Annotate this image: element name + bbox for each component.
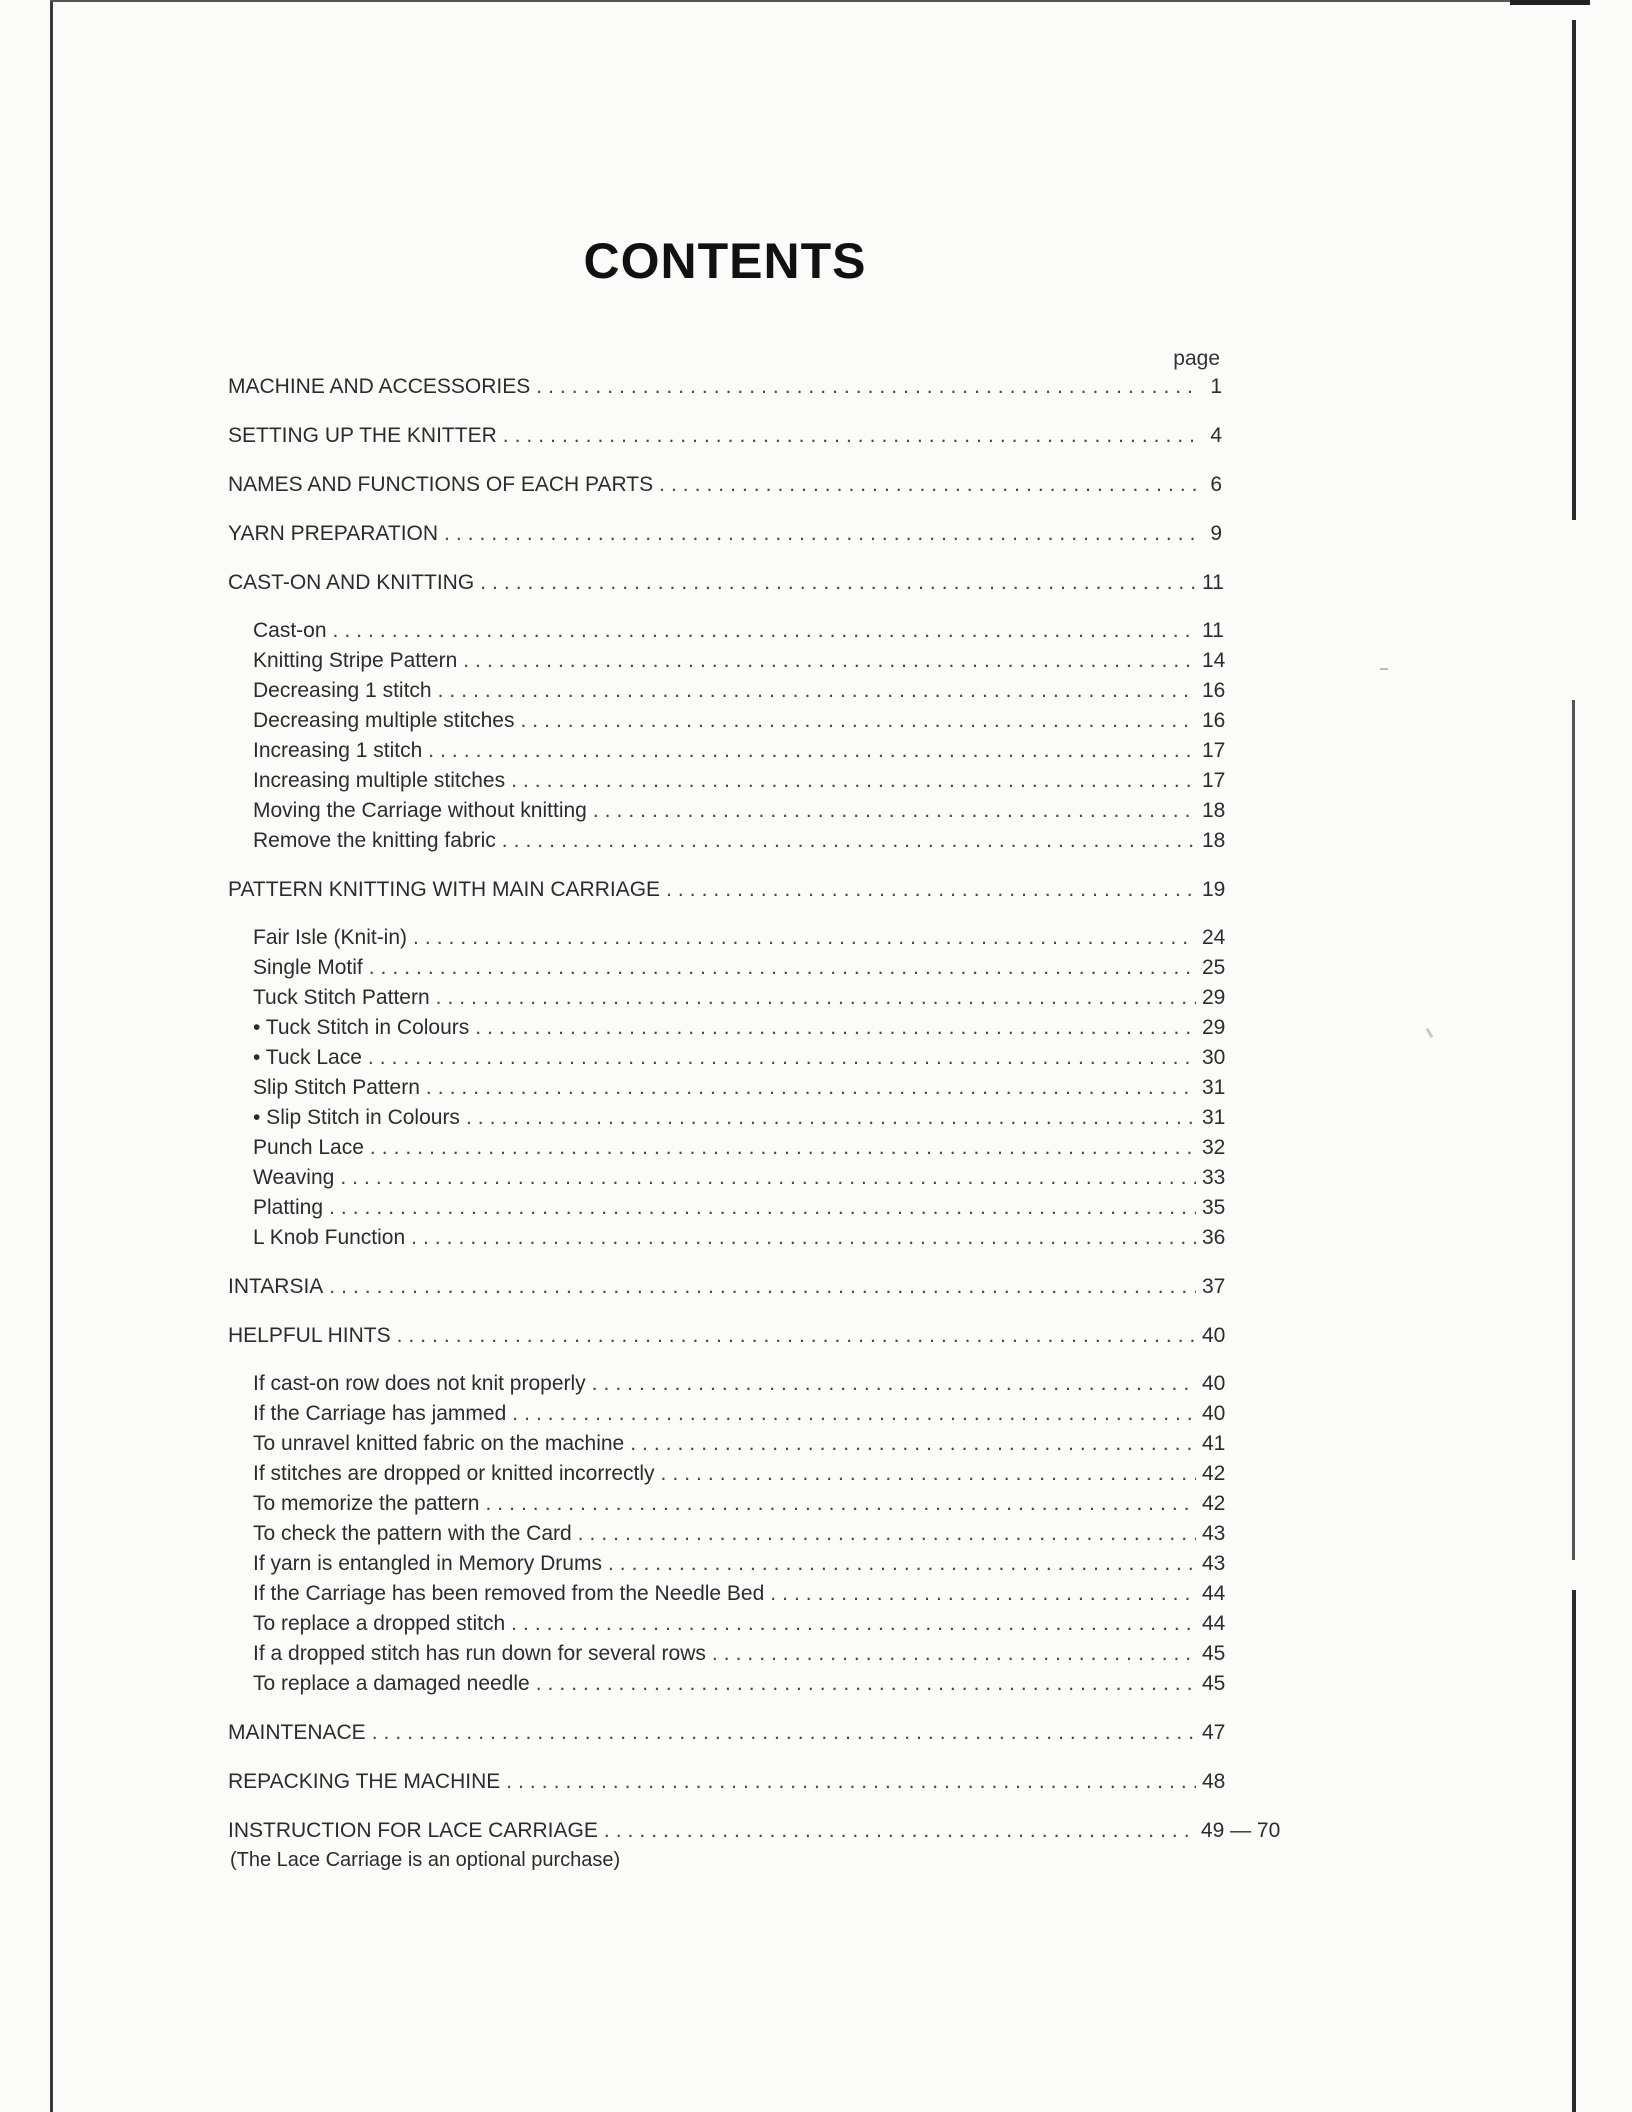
- dot-leader: [770, 1579, 1196, 1609]
- toc-entry-page: 45: [1202, 1672, 1226, 1695]
- toc-subsection-entry: [228, 736, 1226, 766]
- toc-entry-label: NAMES AND FUNCTIONS OF EACH PARTS: [228, 473, 654, 496]
- toc-entry-page: 11: [1202, 619, 1224, 642]
- toc-entry-page: 33: [1202, 1166, 1226, 1189]
- toc-subsection-entry: [228, 1669, 1226, 1699]
- toc-subsection-entry: [228, 676, 1226, 706]
- lace-carriage-note: (The Lace Carriage is an optional purchase): [230, 1849, 621, 1871]
- dot-leader: [536, 372, 1196, 402]
- table-of-contents: [228, 372, 1281, 1874]
- toc-entry-page: 9: [1210, 522, 1222, 545]
- toc-subsection-entry: [228, 1013, 1226, 1043]
- scan-left-edge: [50, 0, 53, 2112]
- dot-leader: [512, 1399, 1196, 1429]
- toc-entry-page: 32: [1202, 1136, 1226, 1159]
- toc-section-entry: [228, 875, 1226, 905]
- toc-section-entry: [228, 1272, 1226, 1302]
- toc-subsection-entry: [228, 1043, 1226, 1073]
- toc-entry-label: CAST-ON AND KNITTING: [228, 571, 475, 594]
- toc-entry-page: 25: [1202, 956, 1226, 979]
- toc-entry-page: 42: [1202, 1492, 1226, 1515]
- dot-leader: [436, 983, 1196, 1013]
- toc-entry-label: Decreasing multiple stitches: [253, 709, 515, 732]
- toc-subsection-entry: [228, 1429, 1226, 1459]
- toc-subsection-entry: [228, 1459, 1226, 1489]
- toc-entry-page: 43: [1202, 1552, 1226, 1575]
- toc-entry-page: 35: [1202, 1196, 1226, 1219]
- toc-section-entry: [228, 1718, 1226, 1748]
- dot-leader: [604, 1816, 1195, 1846]
- toc-entry-page: 40: [1202, 1372, 1226, 1395]
- toc-subsection-entry: [228, 1639, 1226, 1669]
- toc-entry-page: 29: [1202, 986, 1226, 1009]
- toc-subsection-entry: [228, 1133, 1226, 1163]
- dot-leader: [475, 1013, 1196, 1043]
- toc-entry-label: Tuck Stitch Pattern: [253, 986, 430, 1009]
- toc-entry-page: 18: [1202, 829, 1226, 852]
- toc-entry-label: To unravel knitted fabric on the machine: [253, 1432, 625, 1455]
- toc-section-entry: [228, 1816, 1281, 1846]
- toc-entry-label: Increasing 1 stitch: [253, 739, 423, 762]
- scan-top-mark: [1510, 0, 1590, 5]
- dot-leader: [511, 766, 1196, 796]
- toc-entry-page: 14: [1202, 649, 1226, 672]
- toc-entry-page: 31: [1202, 1076, 1226, 1099]
- toc-entry-label: Remove the knitting fabric: [253, 829, 496, 852]
- toc-subsection-entry: [228, 1073, 1226, 1103]
- scan-speck: [1380, 668, 1388, 670]
- toc-subsection-entry: [228, 706, 1226, 736]
- toc-entry-label: To check the pattern with the Card: [253, 1522, 572, 1545]
- dot-leader: [502, 826, 1196, 856]
- toc-entry-label: MAINTENACE: [228, 1721, 366, 1744]
- dot-leader: [536, 1669, 1196, 1699]
- toc-entry-label: If the Carriage has jammed: [253, 1402, 507, 1425]
- toc-entry-label: To replace a damaged needle: [253, 1672, 530, 1695]
- toc-entry-label: Moving the Carriage without knitting: [253, 799, 587, 822]
- toc-section-entry: [228, 372, 1222, 402]
- dot-leader: [666, 875, 1196, 905]
- toc-entry-label: Knitting Stripe Pattern: [253, 649, 458, 672]
- dot-leader: [329, 1193, 1196, 1223]
- dot-leader: [370, 1133, 1196, 1163]
- dot-leader: [413, 923, 1196, 953]
- toc-subsection-entry: [228, 1489, 1226, 1519]
- toc-entry-label: If yarn is entangled in Memory Drums: [253, 1552, 602, 1575]
- dot-leader: [426, 1073, 1196, 1103]
- dot-leader: [333, 616, 1196, 646]
- toc-entry-page: 29: [1202, 1016, 1226, 1039]
- dot-leader: [520, 706, 1196, 736]
- toc-entry-label: Slip Stitch Pattern: [253, 1076, 420, 1099]
- toc-entry-label: • Slip Stitch in Colours: [253, 1106, 460, 1129]
- toc-entry-page: 47: [1202, 1721, 1226, 1744]
- dot-leader: [368, 1043, 1196, 1073]
- toc-section-entry: [228, 568, 1222, 598]
- scan-right-edge: [1572, 1590, 1576, 2112]
- dot-leader: [506, 1767, 1196, 1797]
- toc-entry-label: Decreasing 1 stitch: [253, 679, 432, 702]
- toc-entry-label: If a dropped stitch has run down for several rows: [253, 1642, 706, 1665]
- toc-entry-page: 18: [1202, 799, 1226, 822]
- toc-entry-page: 44: [1202, 1612, 1226, 1635]
- toc-entry-page: 17: [1202, 769, 1226, 792]
- toc-entry-label: Increasing multiple stitches: [253, 769, 506, 792]
- toc-subsection-entry: [228, 1369, 1226, 1399]
- toc-entry-label: Single Motif: [253, 956, 363, 979]
- dot-leader: [659, 470, 1196, 500]
- toc-entry-page: 40: [1202, 1324, 1226, 1347]
- dot-leader: [372, 1718, 1196, 1748]
- toc-entry-label: To replace a dropped stitch: [253, 1612, 506, 1635]
- toc-entry-page: 49 — 70: [1200, 1819, 1281, 1842]
- toc-section-entry: [228, 1321, 1226, 1351]
- dot-leader: [397, 1321, 1196, 1351]
- toc-entry-label: If stitches are dropped or knitted incorrectly: [253, 1462, 655, 1485]
- dot-leader: [511, 1609, 1196, 1639]
- toc-subsection-entry: [228, 1163, 1226, 1193]
- toc-entry-page: 37: [1202, 1275, 1226, 1298]
- dot-leader: [329, 1272, 1196, 1302]
- toc-entry-page: 40: [1202, 1402, 1226, 1425]
- toc-entry-label: If cast-on row does not knit properly: [253, 1372, 586, 1395]
- dot-leader: [485, 1489, 1196, 1519]
- toc-subsection-entry: [228, 1193, 1226, 1223]
- toc-subsection-entry: [228, 953, 1226, 983]
- toc-entry-page: 44: [1202, 1582, 1226, 1605]
- toc-entry-label: • Tuck Stitch in Colours: [253, 1016, 470, 1039]
- toc-entry-page: 6: [1210, 473, 1222, 496]
- toc-entry-label: L Knob Function: [253, 1226, 406, 1249]
- toc-entry-label: REPACKING THE MACHINE: [228, 1770, 501, 1793]
- toc-subsection-entry: [228, 1609, 1226, 1639]
- toc-subsection-entry: [228, 1519, 1226, 1549]
- toc-subsection-entry: [228, 923, 1226, 953]
- toc-subsection-entry: [228, 983, 1226, 1013]
- toc-section-entry: [228, 519, 1222, 549]
- toc-entry-label: Weaving: [253, 1166, 335, 1189]
- dot-leader: [712, 1639, 1196, 1669]
- toc-entry-label: INSTRUCTION FOR LACE CARRIAGE: [228, 1819, 598, 1842]
- dot-leader: [593, 796, 1196, 826]
- toc-entry-page: 45: [1202, 1642, 1226, 1665]
- toc-subsection-entry: [228, 766, 1226, 796]
- toc-entry-label: SETTING UP THE KNITTER: [228, 424, 497, 447]
- toc-section-entry: [228, 470, 1222, 500]
- toc-entry-page: 19: [1202, 878, 1226, 901]
- dot-leader: [661, 1459, 1196, 1489]
- toc-subsection-entry: [228, 646, 1226, 676]
- dot-leader: [340, 1163, 1196, 1193]
- toc-subsection-entry: [228, 1223, 1226, 1253]
- dot-leader: [444, 519, 1196, 549]
- toc-entry-page: 41: [1202, 1432, 1226, 1455]
- toc-subsection-entry: [228, 796, 1226, 826]
- toc-entry-label: Fair Isle (Knit-in): [253, 926, 408, 949]
- dot-leader: [428, 736, 1196, 766]
- dot-leader: [463, 646, 1196, 676]
- toc-entry-page: 11: [1202, 571, 1224, 594]
- scan-right-edge: [1572, 700, 1575, 1560]
- toc-section-entry: [228, 1767, 1226, 1797]
- dot-leader: [608, 1549, 1196, 1579]
- dot-leader: [480, 568, 1196, 598]
- dot-leader: [503, 421, 1196, 451]
- scan-right-edge: [1572, 20, 1576, 520]
- toc-subsection-entry: [228, 1579, 1226, 1609]
- toc-entry-label: MACHINE AND ACCESSORIES: [228, 375, 531, 398]
- dot-leader: [630, 1429, 1196, 1459]
- dot-leader: [592, 1369, 1196, 1399]
- toc-entry-page: 16: [1202, 679, 1226, 702]
- toc-entry-page: 4: [1210, 424, 1222, 447]
- toc-entry-page: 43: [1202, 1522, 1226, 1545]
- toc-entry-page: 42: [1202, 1462, 1226, 1485]
- toc-entry-page: 48: [1202, 1770, 1226, 1793]
- toc-entry-label: To memorize the pattern: [253, 1492, 480, 1515]
- toc-entry-page: 31: [1202, 1106, 1226, 1129]
- toc-entry-page: 36: [1202, 1226, 1226, 1249]
- toc-subsection-entry: [228, 1549, 1226, 1579]
- dot-leader: [578, 1519, 1196, 1549]
- dot-leader: [411, 1223, 1196, 1253]
- toc-entry-label: • Tuck Lace: [253, 1046, 362, 1069]
- toc-entry-page: 30: [1202, 1046, 1226, 1069]
- page-column-header: page: [1173, 347, 1220, 370]
- toc-entry-page: 1: [1210, 375, 1222, 398]
- scan-top-edge: [50, 0, 1590, 2]
- toc-subsection-entry: [228, 826, 1226, 856]
- toc-entry-label: Platting: [253, 1196, 324, 1219]
- dot-leader: [466, 1103, 1196, 1133]
- toc-entry-label: PATTERN KNITTING WITH MAIN CARRIAGE: [228, 878, 661, 901]
- page-title: CONTENTS: [583, 233, 867, 289]
- toc-entry-label: HELPFUL HINTS: [228, 1324, 391, 1347]
- toc-entry-page: 16: [1202, 709, 1226, 732]
- toc-entry-page: 24: [1202, 926, 1226, 949]
- toc-entry-page: 17: [1202, 739, 1226, 762]
- dot-leader: [369, 953, 1196, 983]
- toc-entry-label: Punch Lace: [253, 1136, 364, 1159]
- toc-entry-label: INTARSIA: [228, 1275, 324, 1298]
- scan-speck: [1426, 1028, 1434, 1038]
- toc-subsection-entry: [228, 1399, 1226, 1429]
- toc-entry-label: Cast-on: [253, 619, 327, 642]
- dot-leader: [438, 676, 1196, 706]
- toc-subsection-entry: [228, 616, 1222, 646]
- toc-section-entry: [228, 421, 1222, 451]
- toc-entry-label: YARN PREPARATION: [228, 522, 439, 545]
- toc-entry-label: If the Carriage has been removed from the Needle Bed: [253, 1582, 765, 1605]
- toc-subsection-entry: [228, 1103, 1226, 1133]
